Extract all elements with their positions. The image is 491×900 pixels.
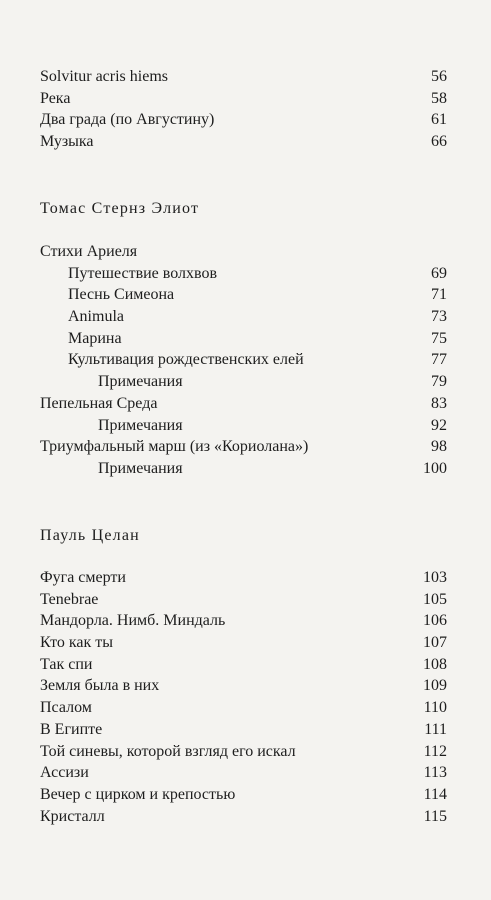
toc-entry-page: 115 [423, 807, 447, 825]
toc-entry-title: Ассизи [40, 764, 89, 782]
toc-entry [40, 371, 447, 393]
toc-entry [40, 349, 447, 371]
toc-entry-title: Псалом [40, 699, 92, 717]
toc-entry-title: Той синевы, которой взгляд его искал [40, 742, 296, 760]
toc-entry [40, 241, 447, 263]
author-heading-celan: Пауль Целан [40, 527, 140, 544]
toc-entry-title: Вечер с цирком и крепостью [40, 785, 236, 803]
toc-entry-title: Tenebrae [40, 590, 99, 608]
toc-entry [40, 697, 447, 719]
toc-entry-page: 66 [431, 133, 447, 151]
toc-entry-title: Примечания [98, 373, 183, 391]
toc-entry-title: Музыка [40, 133, 94, 151]
toc-entry [40, 109, 447, 131]
toc-entry-page: 110 [423, 699, 447, 717]
toc-entry-page: 83 [431, 394, 447, 412]
toc-entry-page: 114 [423, 785, 447, 803]
toc-entry [40, 393, 447, 415]
toc-section-3 [40, 567, 447, 827]
toc-entry-title: Примечания [98, 459, 183, 477]
toc-entry [40, 567, 447, 589]
toc-entry-page: 107 [423, 634, 447, 652]
toc-entry [40, 741, 447, 763]
toc-entry-title: Песнь Симеона [68, 286, 175, 304]
toc-entry [40, 263, 447, 285]
toc-entry [40, 306, 447, 328]
toc-entry-title: Фуга смерти [40, 569, 126, 586]
toc-entry-title: Animula [68, 308, 124, 326]
toc-section-1 [40, 66, 447, 153]
toc-entry-title: Кристалл [40, 807, 105, 825]
toc-entry-page: 103 [423, 569, 447, 586]
toc-entry [40, 66, 447, 88]
toc-entry-title: Два града (по Августину) [40, 111, 215, 129]
toc-entry [40, 436, 447, 458]
toc-entry [40, 675, 447, 697]
toc-entry-page: 58 [431, 89, 447, 107]
toc-entry-page: 111 [424, 720, 447, 738]
toc-entry [40, 806, 447, 828]
toc-entry-title: Мандорла. Нимб. Миндаль [40, 612, 226, 630]
toc-entry [40, 632, 447, 654]
toc-entry [40, 131, 447, 153]
toc-entry-page: 106 [423, 612, 447, 630]
toc-entry-page: 105 [423, 590, 447, 608]
toc-entry-title: Кто как ты [40, 634, 113, 652]
toc-entry-page: 69 [431, 264, 447, 282]
toc-entry [40, 610, 447, 632]
toc-entry-page: 92 [431, 416, 447, 434]
toc-entry-page: 108 [423, 655, 447, 673]
toc-entry-title: Земля была в них [40, 677, 160, 695]
toc-entry-page: 56 [431, 68, 447, 85]
toc-entry-title: Solvitur acris hiems [40, 68, 168, 85]
toc-entry [40, 415, 447, 437]
toc-entry-title: Так спи [40, 655, 93, 673]
toc-entry-title: Примечания [98, 416, 183, 434]
toc-entry-page: 61 [431, 111, 447, 129]
toc-entry [40, 284, 447, 306]
toc-entry [40, 88, 447, 110]
toc-entry [40, 784, 447, 806]
toc-entry [40, 328, 447, 350]
toc-entry-title: Культивация рождественских елей [68, 351, 304, 369]
toc-entry-title: Марина [68, 329, 122, 347]
toc-entry-page: 75 [431, 329, 447, 347]
author-heading-eliot: Томас Стернз Элиот [40, 200, 200, 217]
toc-entry-title: Стихи Ариеля [40, 243, 138, 260]
toc-entry [40, 654, 447, 676]
toc-entry-page: 109 [423, 677, 447, 695]
toc-entry-page: 73 [431, 308, 447, 326]
toc-entry-page: 112 [423, 742, 447, 760]
toc-entry [40, 762, 447, 784]
toc-entry [40, 458, 447, 480]
toc-entry [40, 589, 447, 611]
toc-entry-page: 77 [431, 351, 447, 369]
toc-entry-title: Пепельная Среда [40, 394, 158, 412]
toc-entry-title: В Египте [40, 720, 103, 738]
toc-entry-page: 98 [431, 438, 447, 456]
toc-entry-page: 100 [423, 459, 447, 477]
toc-entry-title: Река [40, 89, 71, 107]
toc-entry-title: Путешествие волхвов [68, 264, 217, 282]
toc-entry [40, 719, 447, 741]
toc-section-2 [40, 241, 447, 480]
toc-entry-page: 79 [431, 373, 447, 391]
toc-entry-page: 71 [431, 286, 447, 304]
toc-entry-page: 113 [423, 764, 447, 782]
toc-entry-title: Триумфальный марш (из «Кориолана») [40, 438, 309, 456]
